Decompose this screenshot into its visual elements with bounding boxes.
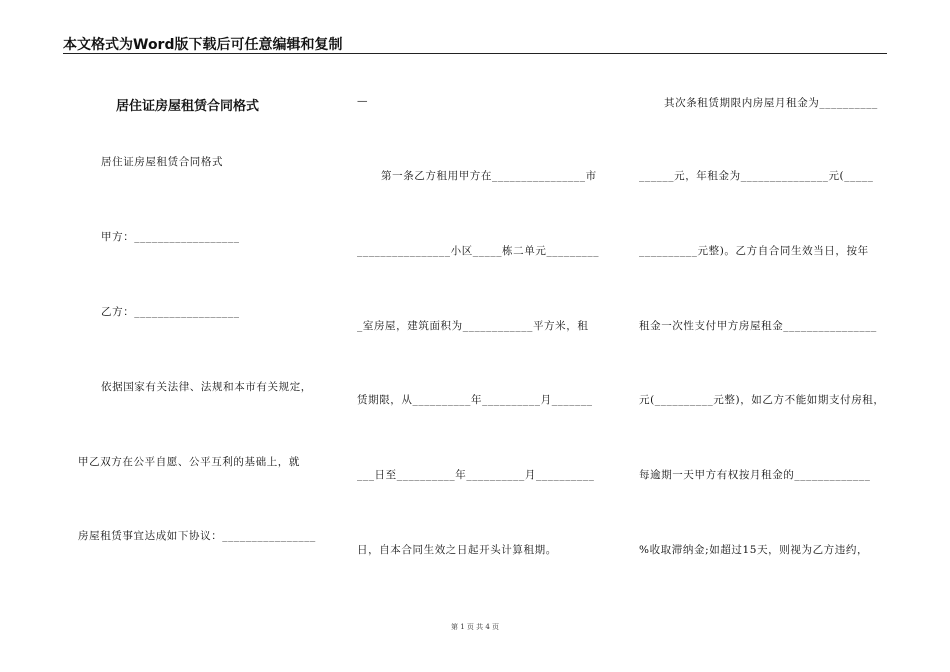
page-footer: 第 1 页 共 4 页 <box>450 623 500 631</box>
body-line: _室房屋，建筑面积为____________平方米，租 <box>357 320 589 332</box>
document-header: 本文格式为Word版下载后可任意编辑和复制 <box>63 37 343 53</box>
body-line: 每逾期一天甲方有权按月租金的_____________ <box>639 469 871 481</box>
party-a-line: 甲方：__________________ <box>101 231 240 243</box>
clause-1-line: 第一条乙方租用甲方在________________市 <box>381 170 597 182</box>
body-line: 赁期限，从__________年__________月_______ <box>357 394 593 406</box>
body-line: 日，自本合同生效之日起开头计算租期。 <box>357 544 557 556</box>
body-line: 房屋租赁事宜达成如下协议：________________ <box>78 530 316 542</box>
body-line: ___日至__________年__________月__________ <box>357 469 595 481</box>
body-line: — <box>357 95 369 107</box>
body-line: 元(__________元整)，如乙方不能如期支付房租， <box>639 394 885 406</box>
clause-2-line: 其次条租赁期限内房屋月租金为__________ <box>664 97 878 109</box>
body-line: %收取滞纳金;如超过15天，则视为乙方违约， <box>639 544 869 556</box>
document-title: 居住证房屋租赁合同格式 <box>116 99 260 114</box>
body-line: ______元，年租金为_______________元(_____ <box>639 170 874 182</box>
body-line: __________元整)。乙方自合同生效当日，按年 <box>639 245 869 257</box>
party-b-line: 乙方：__________________ <box>101 306 240 318</box>
body-line: 居住证房屋租赁合同格式 <box>101 156 224 168</box>
body-line: 依据国家有关法律、法规和本市有关规定， <box>101 381 312 393</box>
body-line: 租金一次性支付甲方房屋租金________________ <box>639 320 877 332</box>
body-line: ________________小区_____栋二单元_________ <box>357 245 600 257</box>
body-line: 甲乙双方在公平自愿、公平互利的基础上，就 <box>78 456 300 468</box>
header-rule <box>63 53 887 54</box>
